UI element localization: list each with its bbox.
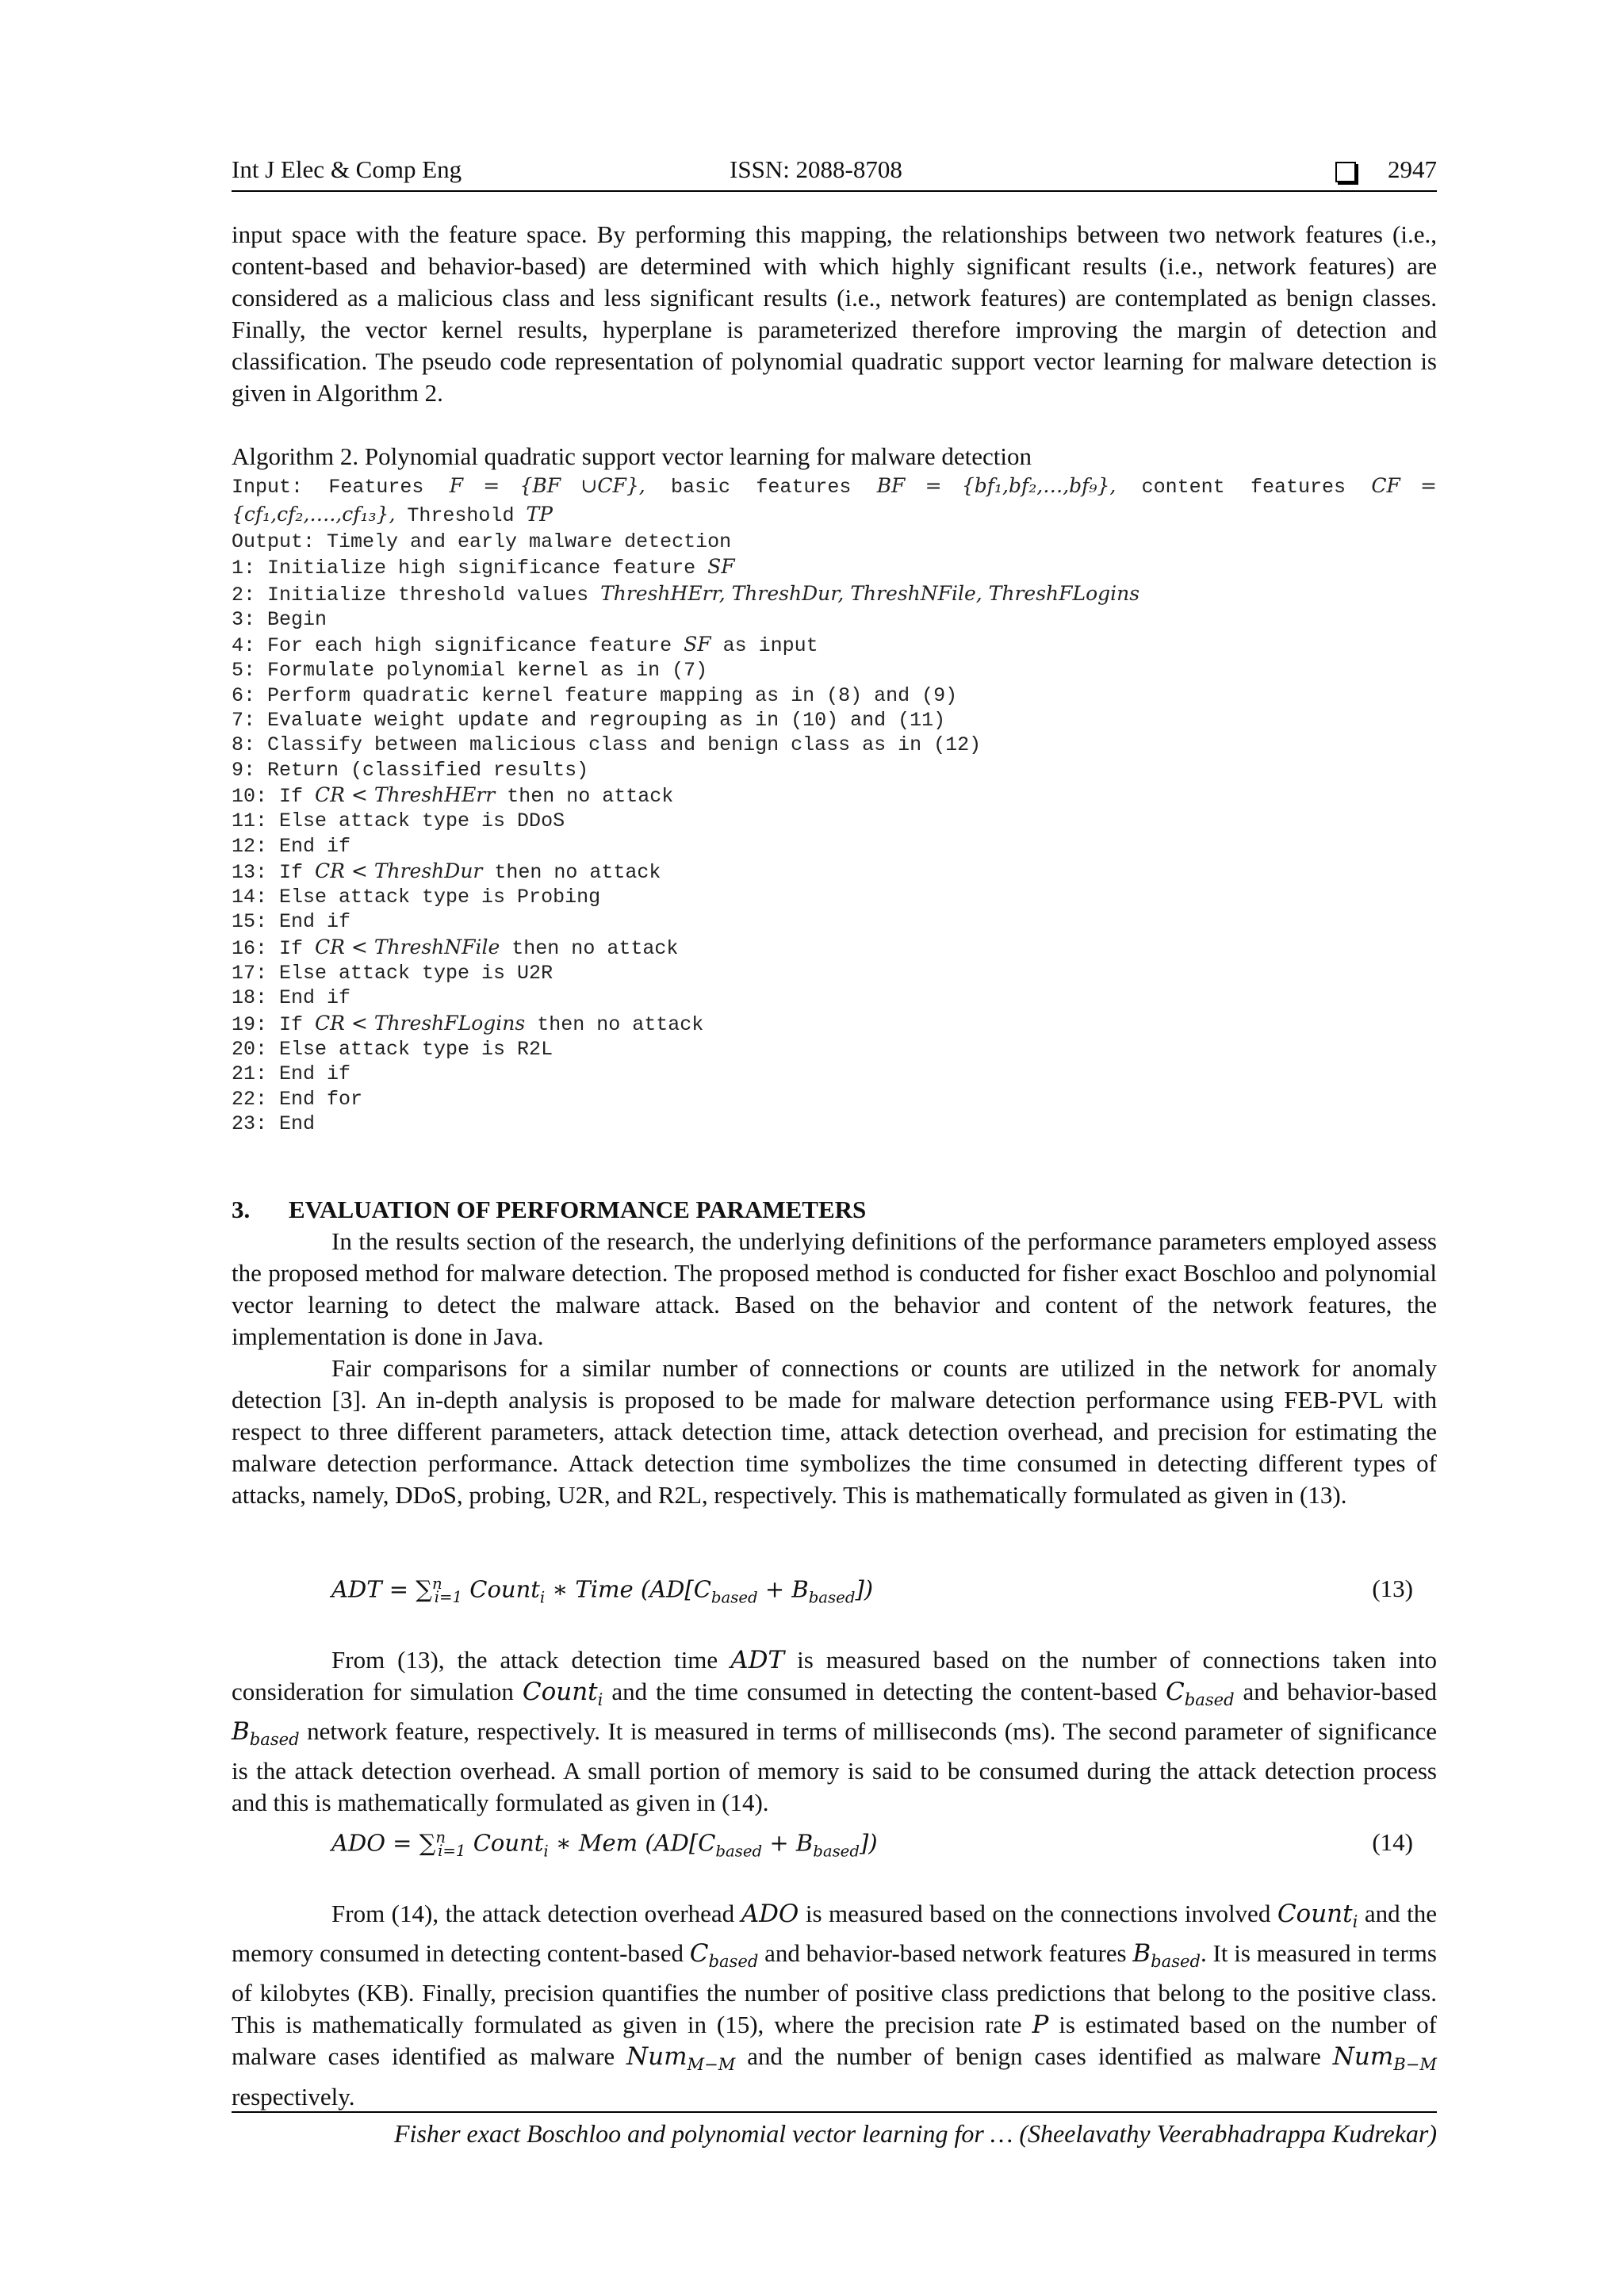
- running-header: [232, 155, 1437, 192]
- equation-13-expression: ADT = ∑$^n_{i=1}$ Count$_i$ ∗ Time $(AD[C_{based} + B_{based}])$: [331, 1575, 874, 1607]
- paragraph-3-block: [232, 1644, 1437, 1819]
- algorithm-title: Algorithm 2. Polynomial quadratic support vector learning for malware detection: [232, 442, 1032, 470]
- section-heading: [232, 1194, 1437, 1226]
- section-3: [232, 1194, 1437, 1511]
- issn: ISSN: 2088-8708: [730, 155, 902, 183]
- algorithm-step: 5: Formulate polynomial kernel as in (7): [232, 659, 708, 683]
- algorithm-step: 11: Else attack type is DDoS: [232, 809, 565, 833]
- equation-14-number: (14): [1372, 1828, 1413, 1856]
- algorithm-step: 3: Begin: [232, 607, 327, 631]
- equation-13: [331, 1575, 1413, 1611]
- section-title: EVALUATION OF PERFORMANCE PARAMETERS: [289, 1196, 867, 1223]
- algorithm-step: 17: Else attack type is U2R: [232, 962, 553, 985]
- algorithm-step: 1: Initialize high significance feature SF: [232, 555, 735, 580]
- algorithm-step: 18: End if: [232, 986, 351, 1010]
- algorithm-input: Input: Features F = {BF ∪CF}, basic features BF = {bf₁,bf₂,…,bf₉}, content features CF =: [232, 474, 1438, 499]
- section-paragraph-2: Fair comparisons for a similar number of connections or counts are utilized in the network for anomaly detection [3]. An in-depth analysis is proposed to be made for malware detection performance using FEB-PVL with respect to three different parameters, attack detection time, attack detection overhead, and precision for estimating the malware detection performance. Attack detection time symbolizes the time consumed in detecting different types of attacks, namely, DDoS, probing, U2R, and R2L, respectively. This is mathematically formulated as given in (13).: [232, 1354, 1437, 1509]
- algorithm-step: 4: For each high significance feature SF as input: [232, 633, 818, 658]
- algorithm-step: 7: Evaluate weight update and regrouping as in (10) and (11): [232, 709, 946, 733]
- algorithm-step: 13: If CR < ThreshDur then no attack: [232, 859, 661, 884]
- journal-name: Int J Elec & Comp Eng: [232, 155, 462, 183]
- section-number: 3.: [232, 1196, 251, 1223]
- algorithm-2: [232, 441, 1437, 1136]
- algorithm-step: 10: If CR < ThreshHErr then no attack: [232, 783, 674, 808]
- box-icon: [1335, 162, 1356, 182]
- equation-14: [331, 1828, 1413, 1865]
- running-footer: Fisher exact Boschloo and polynomial vector learning for … (Sheelavathy Veerabhadrappa Kudrekar): [232, 2111, 1437, 2149]
- algorithm-step: 20: Else attack type is R2L: [232, 1037, 553, 1061]
- algorithm-steps: [232, 554, 1437, 1136]
- section-paragraph-3: From (13), the attack detection time ADT is measured based on the number of connections taken into consideration for simulation Count$_i$ and the time consumed in detecting the content-based $C_{based}$ and behavior-based $B_{based}$ network feature, respectively. It is measured in terms of milliseconds (ms). The second parameter of significance is the attack detection overhead. A small portion of memory is said to be consumed during the attack detection process and this is mathematically formulated as given in (14).: [232, 1646, 1437, 1817]
- algorithm-step: 15: End if: [232, 910, 351, 934]
- section-paragraph-4: From (14), the attack detection overhead ADO is measured based on the connections involved Count$_i$ and the memory consumed in detecting content-based $C_{based}$ and behavior-based network features $B_{based}$. It is measured in terms of kilobytes (KB). Finally, precision quantifies the number of positive class predictions that belong to the positive class. This is mathematically formulated as given in (15), where the precision rate P is estimated based on the number of malware cases identified as malware Num$_{M-M}$ and the number of benign cases identified as malware Num$_{B-M}$ respectively.: [232, 1900, 1437, 2110]
- algorithm-step: 23: End: [232, 1112, 316, 1135]
- algorithm-output: Output: Timely and early malware detection: [232, 530, 732, 553]
- page-number: 2947: [1388, 155, 1437, 183]
- intro-paragraph: input space with the feature space. By performing this mapping, the relationships between two network features (i.e., content-based and behavior-based) are determined with which highly significant results (i.e., network features) are considered as a malicious class and less significant results (i.e., network features) are contemplated as benign classes. Finally, the vector kernel results, hyperplane is parameterized therefore improving the margin of detection and classification. The pseudo code representation of polynomial quadratic support vector learning for malware detection is given in Algorithm 2.: [232, 220, 1437, 407]
- algorithm-step: 9: Return (classified results): [232, 758, 589, 782]
- intro-paragraph-block: [232, 219, 1437, 409]
- algorithm-step: 8: Classify between malicious class and benign class as in (12): [232, 733, 982, 757]
- algorithm-step: 16: If CR < ThreshNFile then no attack: [232, 935, 679, 960]
- algorithm-step: 12: End if: [232, 834, 351, 858]
- algorithm-step: 21: End if: [232, 1062, 351, 1086]
- algorithm-step: 6: Perform quadratic kernel feature mapping as in (8) and (9): [232, 683, 958, 707]
- algorithm-step: 2: Initialize threshold values ThreshHErr, ThreshDur, ThreshNFile, ThreshFLogins: [232, 581, 1140, 607]
- equation-13-number: (13): [1372, 1575, 1413, 1602]
- algorithm-step: 14: Else attack type is Probing: [232, 886, 601, 909]
- paragraph-4-block: [232, 1898, 1437, 2113]
- algorithm-input-cont: {cf₁,cf₂,….,cf₁₃}, Threshold TP: [232, 503, 553, 527]
- equation-14-expression: ADO = ∑$^n_{i=1}$ Count$_i$ ∗ Mem $(AD[C_{based} + B_{based}])$: [331, 1828, 878, 1861]
- algorithm-step: 19: If CR < ThreshFLogins then no attack: [232, 1011, 704, 1036]
- section-paragraph-1: In the results section of the research, the underlying definitions of the performance parameters employed assess the proposed method for malware detection. The proposed method is conducted for fisher exact Boschloo and polynomial vector learning to detect the malware attack. Based on the behavior and content of the network features, the implementation is done in Java.: [232, 1227, 1437, 1350]
- algorithm-step: 22: End for: [232, 1087, 363, 1111]
